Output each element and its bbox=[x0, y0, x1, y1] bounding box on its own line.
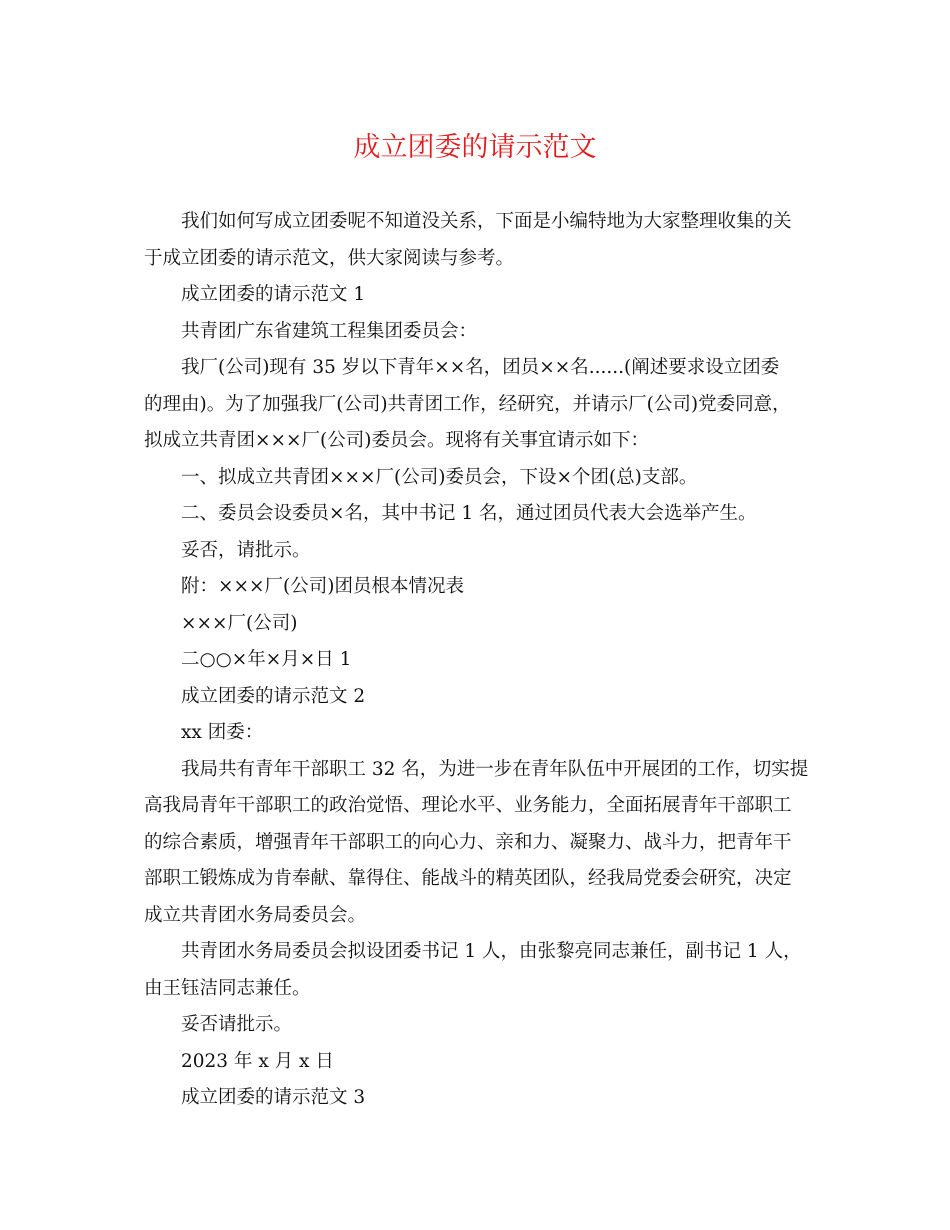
text-line: 的综合素质，增强青年干部职工的向心力、亲和力、凝聚力、战斗力，把青年干 bbox=[144, 831, 792, 853]
text-line: 的理由)。为了加强我厂(公司)共青团工作，经研究，并请示厂(公司)党委同意， bbox=[144, 393, 791, 415]
text-line: 于成立团委的请示范文，供大家阅读与参考。 bbox=[144, 247, 515, 269]
text-line: xx 团委： bbox=[181, 722, 264, 743]
text-line: 成立团委的请示范文 1 bbox=[181, 284, 366, 305]
text-line: 2023 年 x 月 x 日 bbox=[181, 1050, 334, 1072]
text-line: 附：×××厂(公司)团员根本情况表 bbox=[181, 576, 464, 597]
text-line: 成立团委的请示范文 2 bbox=[181, 685, 366, 707]
text-line: 二○○×年×月×日 1 bbox=[181, 649, 352, 670]
text-line: 二、委员会设委员×名，其中书记 1 名，通过团员代表大会选举产生。 bbox=[181, 503, 757, 524]
document-title: 成立团委的请示范文 bbox=[353, 132, 597, 163]
text-line: 成立共青团水务局委员会。 bbox=[144, 904, 367, 926]
text-line: 妥否请批示。 bbox=[181, 1014, 293, 1035]
text-line: ×××厂(公司) bbox=[181, 612, 298, 634]
text-line: 部职工锻炼成为肯奉献、靠得住、能战斗的精英团队，经我局党委会研究，决定 bbox=[144, 868, 792, 889]
text-line: 共青团水务局委员会拟设团委书记 1 人，由张黎亮同志兼任，副书记 1 人， bbox=[181, 941, 802, 962]
text-line: 妥否，请批示。 bbox=[181, 539, 311, 561]
text-line: 我厂(公司)现有 35 岁以下青年××名，团员××名......(阐述要求设立团委 bbox=[181, 357, 780, 378]
text-line: 拟成立共青团×××厂(公司)委员会。现将有关事宜请示如下： bbox=[144, 430, 649, 451]
document-body bbox=[144, 204, 809, 1117]
text-line: 高我局青年干部职工的政治觉悟、理论水平、业务能力，全面拓展青年干部职工 bbox=[144, 795, 792, 816]
text-line: 共青团广东省建筑工程集团委员会： bbox=[181, 320, 478, 342]
text-line: 由王钰洁同志兼任。 bbox=[144, 977, 311, 999]
text-line: 我们如何写成立团委呢不知道没关系，下面是小编特地为大家整理收集的关 bbox=[181, 211, 792, 232]
text-line: 成立团委的请示范文 3 bbox=[181, 1087, 366, 1108]
text-line: 一、拟成立共青团×××厂(公司)委员会，下设×个团(总)支部。 bbox=[181, 466, 698, 488]
text-line: 我局共有青年干部职工 32 名，为进一步在青年队伍中开展团的工作，切实提 bbox=[181, 758, 809, 780]
